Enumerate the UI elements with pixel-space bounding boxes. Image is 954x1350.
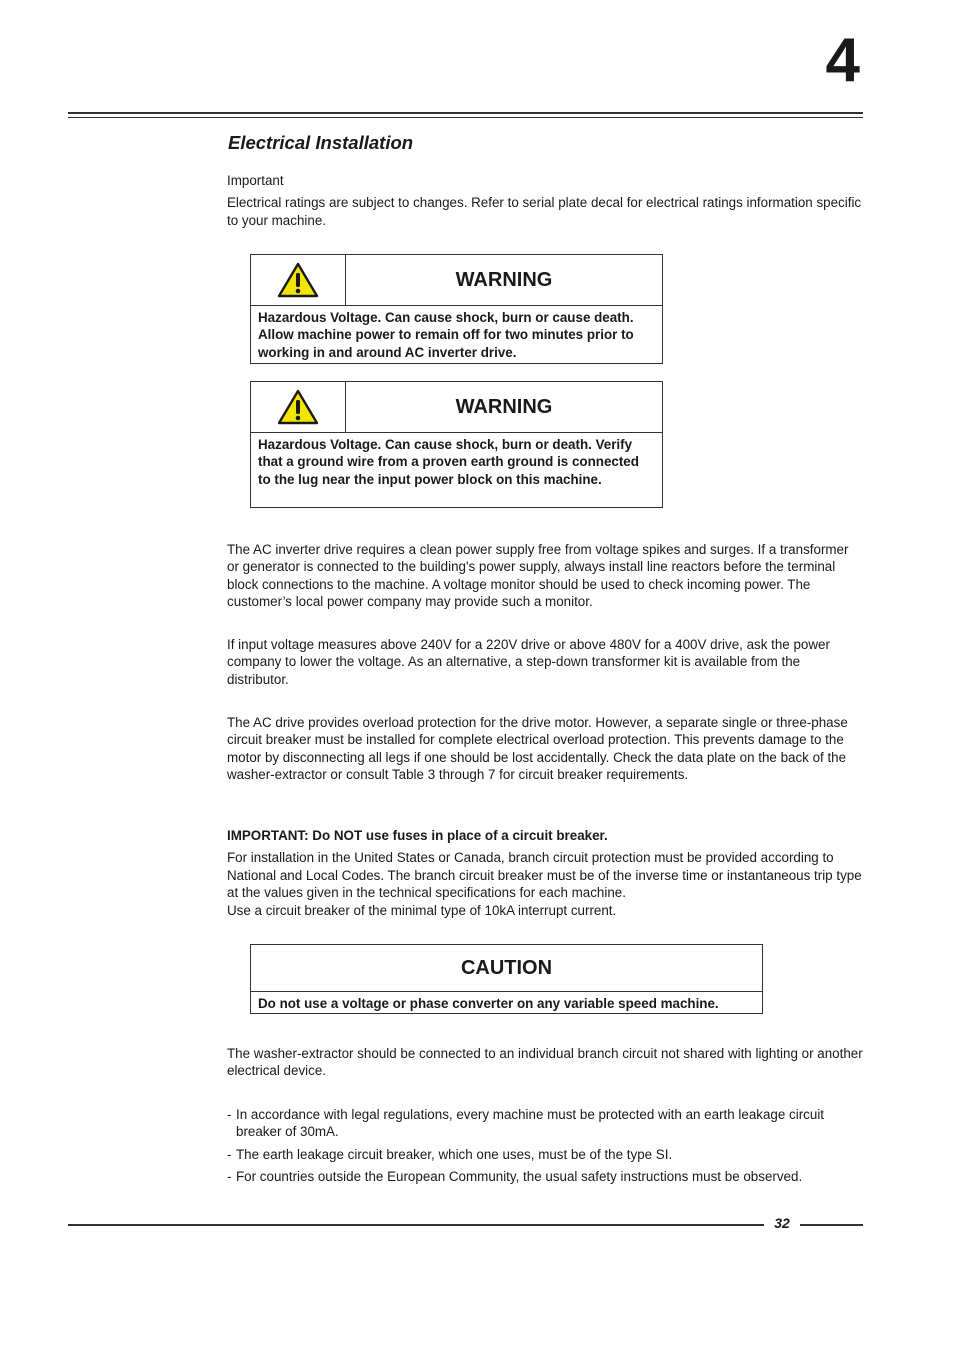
paragraph-branch-circuit [227,1045,863,1080]
warning-icon-cell [251,255,346,305]
warning-icon-cell [251,382,346,432]
header-rule-thin [68,117,863,118]
caution-title: CAUTION [251,945,762,992]
section-title: Electrical Installation [228,132,414,153]
chapter-number: 4 [825,26,860,95]
footer-rule [68,1224,764,1226]
important-note: IMPORTANT: Do NOT use fuses in place of a circuit breaker. [227,828,608,843]
list-item: - For countries outside the European Community, the usual safety instructions must be observed. [227,1168,863,1185]
paragraph-power-supply [227,541,863,611]
list-item: - In accordance with legal regulations, every machine must be protected with an earth leakage circuit breaker of 30mA. [227,1106,863,1141]
requirements-list [227,1106,863,1191]
warning-text: Hazardous Voltage. Can cause shock, burn or cause death. Allow machine power to remain off for two minutes prior to working in and around AC inverter drive. [258,310,634,360]
warning-triangle-icon [277,389,319,425]
paragraph-text: If input voltage measures above 240V for a 220V drive or above 480V for a 400V drive, ask the power company to lower the voltage. As an alternative, a step-down transformer kit is available from the distributor. [227,637,830,687]
paragraph-input-voltage [227,636,863,688]
paragraph-overload [227,714,863,784]
header-rule [68,112,863,114]
list-item: - The earth leakage circuit breaker, which one uses, must be of the type SI. [227,1146,863,1163]
intro-block [227,172,863,229]
warning-header [251,382,662,433]
paragraph-text: Use a circuit breaker of the minimal type of 10kA interrupt current. [227,902,617,918]
warning-text: Hazardous Voltage. Can cause shock, burn or death. Verify that a ground wire from a proven earth ground is connected to the lug near the input power block on this machine. [258,437,639,487]
page-number: 32 [774,1215,790,1231]
warning-box-2 [250,381,663,508]
footer-rule [800,1224,863,1226]
intro-text: Electrical ratings are subject to changes. Refer to serial plate decal for electrical ratings information specific to your machine. [227,195,862,228]
warning-header [251,255,662,306]
paragraph-text: The AC drive provides overload protection for the drive motor. However, a separate single or three-phase circuit breaker must be installed for complete electrical overload protection. This prevents damage to the motor by disconnecting all legs if one should be lost accidentally. Check the data plate on the back of the washer-extractor or consult Table 3 through 7 for circuit breaker requirements. [227,715,848,783]
caution-text: Do not use a voltage or phase converter on any variable speed machine. [258,996,719,1011]
intro-label: Important [227,173,284,188]
paragraph-text: The AC inverter drive requires a clean power supply free from voltage spikes and surges. If a transformer or generator is connected to the building's power supply, always install line reactors before the terminal block connections to the machine. A voltage monitor should be used to check incoming power. The customer’s local power company may provide such a monitor. [227,542,849,610]
caution-box [250,944,763,1014]
warning-triangle-icon [277,262,319,298]
paragraph-fuses [227,827,863,919]
paragraph-text: The washer-extractor should be connected to an individual branch circuit not shared with lighting or another electrical device. [227,1046,863,1079]
warning-title: WARNING [455,395,553,418]
paragraph-text: For installation in the United States or Canada, branch circuit protection must be provided according to National and Local Codes. The branch circuit breaker must be of the inverse time or instantaneous trip type at the values given in the technical specifications for each machine. [227,850,862,901]
warning-title: WARNING [455,268,553,291]
warning-box-1 [250,254,663,364]
